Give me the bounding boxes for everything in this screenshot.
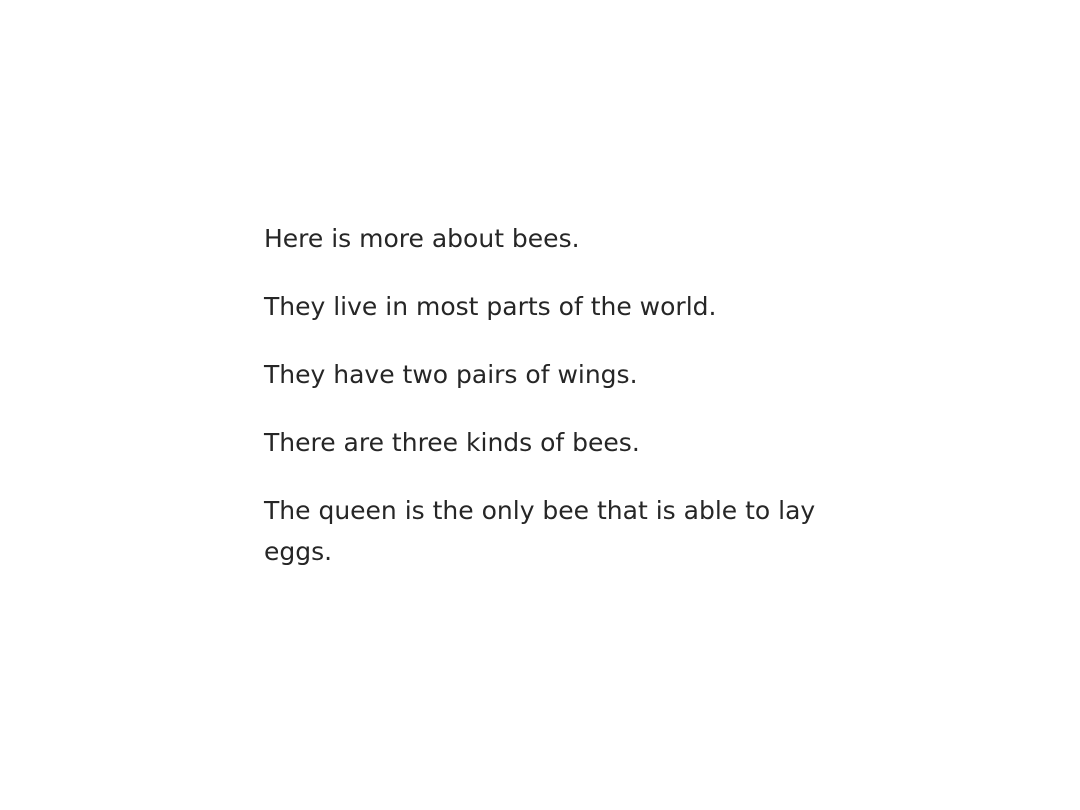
- paragraph-3: They have two pairs of wings.: [264, 360, 638, 389]
- paragraph-4: There are three kinds of bees.: [264, 428, 640, 457]
- paragraph-5: The queen is the only bee that is able to lay eggs.: [264, 496, 816, 566]
- paragraph-1: Here is more about bees.: [264, 224, 580, 253]
- page-text: [264, 218, 824, 599]
- paragraph-2: They live in most parts of the world.: [264, 292, 717, 321]
